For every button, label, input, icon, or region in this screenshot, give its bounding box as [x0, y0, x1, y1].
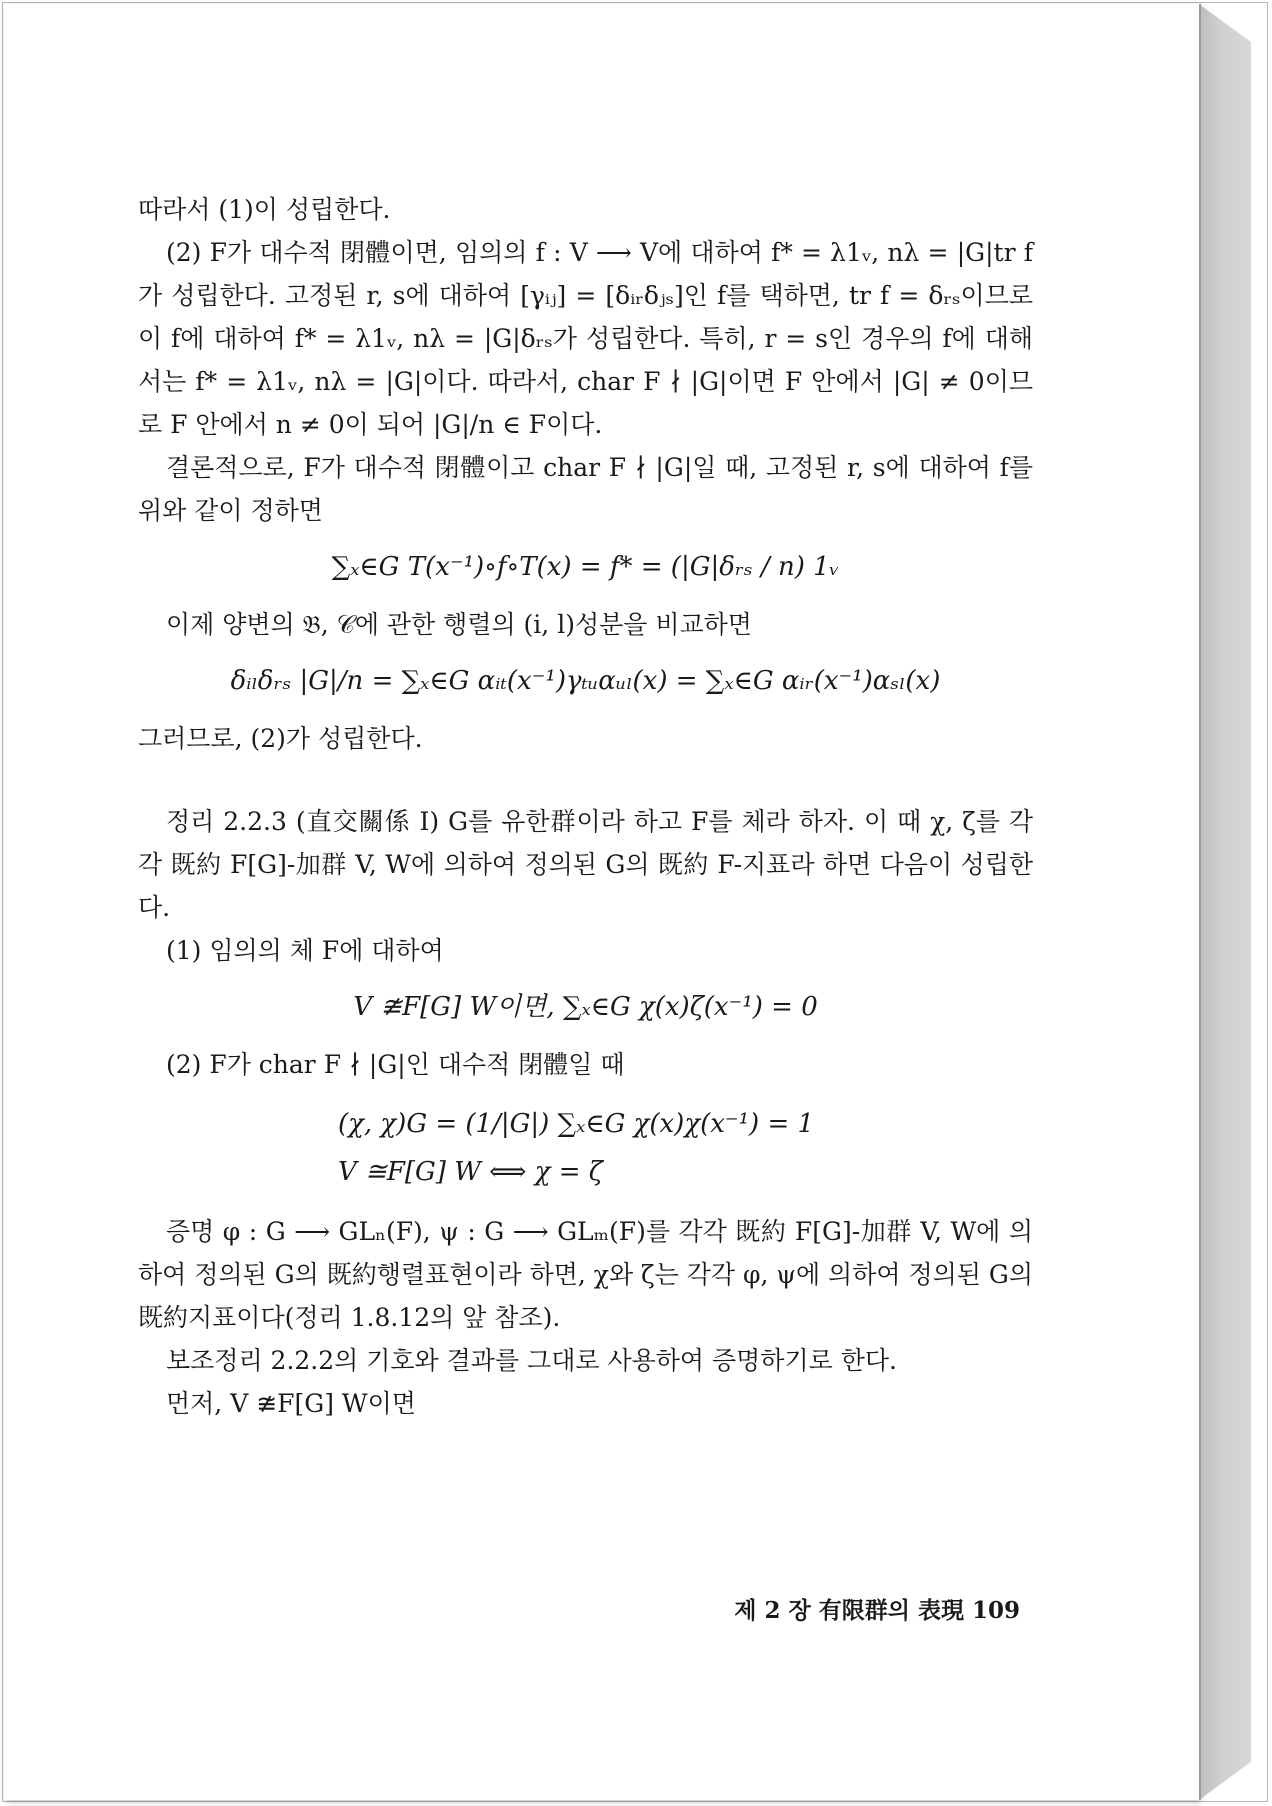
paragraph-conclusion: 결론적으로, F가 대수적 閉體이고 char F ∤ |G|일 때, 고정된 r, s에 대하여 f를 위와 같이 정하면 — [138, 453, 1033, 525]
equation-isomorphism: V ≅F[G] W ⟺ χ = ζ — [338, 1157, 603, 1187]
paragraph-therefore: 그러므로, (2)가 성립한다. — [138, 724, 423, 753]
proof-paragraph: 증명 φ : G ⟶ GLₙ(F), ψ : G ⟶ GLₘ(F)를 각각 既約 F[G]-加群 V, W에 의하여 정의된 G의 既約행렬표현이라 하면, χ와 ζ는 각각 φ, ψ에 의하여 정의된 G의 既約지표이다(정리 1.8.12의 앞 참조). — [138, 1217, 1033, 1332]
equation-orthogonality-1: V ≇F[G] W이면, ∑ₓ∈G χ(x)ζ(x⁻¹) = 0 — [353, 992, 818, 1022]
page-edge-line — [1199, 4, 1201, 1800]
equation-f-star: ∑ₓ∈G T(x⁻¹)∘f∘T(x) = f* = (|G|δᵣₛ / n) 1ᵥ — [331, 552, 840, 582]
paragraph-compare: 이제 양변의 𝔅, 𝒞에 관한 행렬의 (i, l)성분을 비교하면 — [166, 610, 752, 639]
page-body — [138, 188, 1033, 1425]
proof-first-case: 먼저, V ≇F[G] W이면 — [166, 1389, 416, 1418]
theorem-statement: 정리 2.2.3 (直交關係 I) G를 유한群이라 하고 F를 체라 하자. 이 때 χ, ζ를 각각 既約 F[G]-加群 V, W에 의하여 정의된 G의 既約 F-지표라 하면 다음이 성립한다. — [138, 807, 1033, 922]
proof-lemma-reference: 보조정리 2.2.2의 기호와 결과를 그대로 사용하여 증명하기로 한다. — [166, 1346, 897, 1375]
page-stack-edge — [1199, 4, 1251, 1800]
paragraph-conclusion-1: 따라서 (1)이 성립한다. — [138, 195, 391, 224]
section-gap — [138, 760, 1033, 800]
theorem-item-2: (2) F가 char F ∤ |G|인 대수적 閉體일 때 — [166, 1050, 625, 1079]
equation-inner-product: (χ, χ)G = (1/|G|) ∑ₓ∈G χ(x)χ(x⁻¹) = 1 — [338, 1109, 815, 1139]
paragraph-part-2: (2) F가 대수적 閉體이면, 임의의 f : V ⟶ V에 대하여 f* = λ1ᵥ, nλ = |G|tr f가 성립한다. 고정된 r, s에 대하여 [γᵢⱼ] = [δᵢᵣδⱼₛ]인 f를 택하면, tr f = δᵣₛ이므로 이 f에 대하여 f* = λ1ᵥ, nλ = |G|δᵣₛ가 성립한다. 특히, r = s인 경우의 f에 대해서는 f* = λ1ᵥ, nλ = |G|이다. 따라서, char F ∤ |G|이면 F 안에서 |G| ≠ 0이므로 F 안에서 n ≠ 0이 되어 |G|/n ∈ F이다. — [138, 238, 1033, 439]
equation-block-orthogonality-2 — [338, 1100, 1033, 1196]
theorem-item-1: (1) 임의의 체 F에 대하여 — [166, 936, 444, 965]
equation-entry-compare: δᵢₗδᵣₛ |G|/n = ∑ₓ∈G αᵢₜ(x⁻¹)γₜᵤαᵤₗ(x) = ∑ₓ∈G αᵢᵣ(x⁻¹)αₛₗ(x) — [230, 666, 941, 696]
running-footer: 제 2 장 有限群의 表現 109 — [734, 1597, 1020, 1624]
